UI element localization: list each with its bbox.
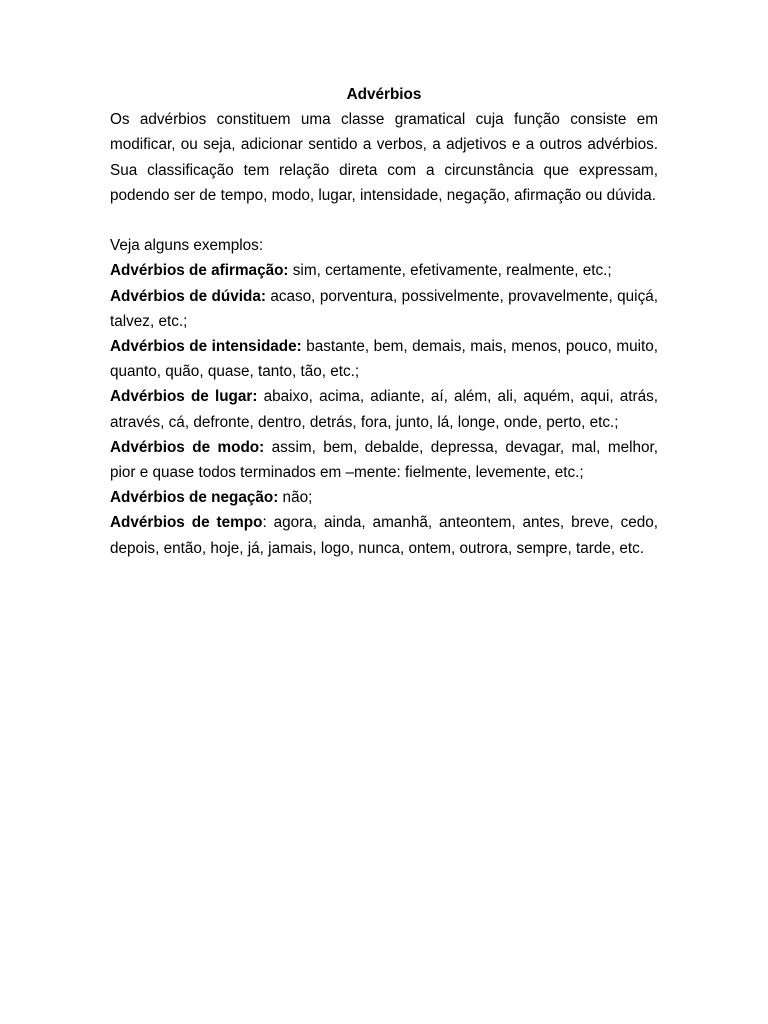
category-label: Advérbios de afirmação: (110, 262, 289, 280)
category-text: abaixo, acima, adiante, aí, além, ali, aquém, aqui, atrás, através, cá, defronte, dentro, detrás, fora, junto, lá, longe, onde, perto, etc.; (110, 388, 659, 431)
category-duvida (110, 284, 658, 334)
category-label: Advérbios de modo: (110, 438, 265, 456)
category-afirmacao (110, 258, 658, 283)
category-label: Advérbios de lugar: (110, 388, 258, 406)
document-page (110, 82, 658, 561)
category-modo (110, 435, 658, 485)
category-text: assim, bem, debalde, depressa, devagar, mal, melhor, pior e quase todos terminados em –mente: fielmente, levemente, etc.; (110, 438, 658, 482)
category-text: sim, certamente, efetivamente, realmente, etc.; (288, 262, 612, 280)
category-label: Advérbios de tempo (110, 514, 263, 532)
category-intensidade (110, 334, 658, 384)
category-text: bastante, bem, demais, mais, menos, pouco, muito, quanto, quão, quase, tanto, tão, etc.; (110, 338, 658, 381)
category-negacao (110, 485, 658, 510)
document-title: Advérbios (346, 86, 422, 103)
intro-paragraph: Os advérbios constituem uma classe gramatical cuja função consiste em modificar, ou seja, adicionar sentido a verbos, a adjetivos e a outros advérbios. Sua classificação tem relação direta com a circunstância que expressam, podendo ser de tempo, modo, lugar, intensidade, negação, afirmação ou dúvida. (110, 111, 658, 204)
category-label: Advérbios de negação: (110, 489, 279, 507)
category-text: acaso, porventura, possivelmente, provavelmente, quiçá, talvez, etc.; (110, 287, 658, 330)
category-text: : agora, ainda, amanhã, anteontem, antes, breve, cedo, depois, então, hoje, já, jamais, logo, nunca, ontem, outrora, sempre, tarde, etc. (110, 514, 658, 557)
paragraph-spacer (110, 208, 658, 233)
category-label: Advérbios de intensidade: (110, 338, 302, 356)
category-tempo (110, 510, 658, 560)
category-lugar (110, 384, 658, 434)
category-text: não; (278, 489, 313, 507)
category-label: Advérbios de dúvida: (110, 287, 266, 305)
examples-intro: Veja alguns exemplos: (110, 237, 264, 255)
